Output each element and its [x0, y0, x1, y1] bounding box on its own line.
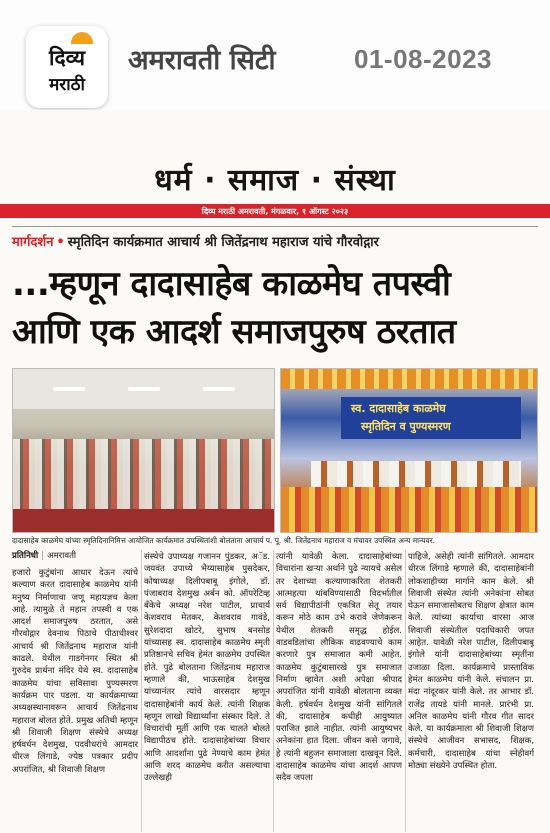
headline-line1: ...म्हणून दादासाहेब काळमेघ तपस्वी: [12, 264, 451, 304]
app-header: [0, 0, 550, 110]
kicker-text: स्मृतिदिन कार्यक्रमात आचार्य श्री जितेंद्रनाथ महाराज यांचे गौरवोद्गार: [67, 235, 379, 250]
column-divider: [141, 550, 142, 832]
photo-stage-flowers: [281, 487, 538, 533]
article-byline: [12, 550, 76, 561]
section-title: धर्म · समाज · संस्था: [154, 163, 396, 198]
headline-line2: आणि एक आदर्श समाजपुरुष ठरतात: [12, 312, 456, 352]
column-divider: [405, 550, 406, 832]
sun-icon: [71, 32, 93, 44]
edition-title: अमरावती सिटी: [128, 45, 276, 76]
byline-place: अमरावती: [47, 551, 77, 561]
article-kicker: [12, 232, 538, 254]
byline-separator: |: [41, 551, 45, 561]
logo-line1: दिव्य: [49, 46, 85, 70]
divider: [12, 226, 538, 227]
light-icon: [203, 387, 235, 391]
column-divider: [273, 550, 274, 832]
article-column-4: पाहिजे, असेही त्यांनी सांगितले. आमदार धीरज लिंगाडे म्हणाले की, दादासाहेबांनी लोकशाहीच्या मार्गाने काम केले. श्री शिवाजी संस्थेत त्यांनी अनेकांना सोबत घेऊन समाजासोबतच शिक्षण क्षेत्रात काम केले. त्यांच्या कार्याचा वारसा आज शिवाजी संस्थेतील पदाधिकारी जपत आहेत. यावेळी नरेश पाटील, दिलीपबाबू इंगोले यांनी दादासाहेबांच्या स्मृतींना उजाळा दिला. कार्यक्रमाचे प्रास्ताविक हेमंत काळमेघ यांनी केले. संचालन प्रा. मंदा नांदूरकर यांनी केले. तर आभार डॉ. राजेंद्र तायडे यांनी मानले. प्रारंभी प्रा. अनिल काळमेघ यांनी गौरव गीत सादर केले. या कार्यक्रमाला श्री शिवाजी शिक्षण संस्थेचे आजीवन सभासद, शिक्षक, कर्मचारी, दादासाहेब यांचा स्नेहीवर्ग मोठ्या संख्येने उपस्थित होता.: [408, 552, 534, 772]
photo-garland: [281, 369, 538, 389]
article-column-2: संस्थेचे उपाध्यक्ष गजानन पुंडकर, अॅड. जयवंत उपाध्ये भैय्यासाहेब पुसदेकर, कोषाध्यक्ष दिलीपबाबू इंगोले, डॉ. पंजाबराव देशमुख अर्बन को. ऑपरेटिव्ह बँकेचे अध्यक्ष नरेश पाटील, प्राचार्य केशवराव मेतकर, केशवराव गावंडे, सुरेशदादा खोटरे, सुभाष बनसोड यांच्यासह स्व. दादासाहेब काळमेघ स्मृती प्रतिष्ठानचे सचिव हेमंत काळमेघ उपस्थित होते. पुढे बोलताना जितेंद्रनाथ महाराज म्हणाले की, भाऊसाहेब देशमुख यांच्यानंतर त्यांचे वारसदार म्हणून दादासाहेबांनी कार्य केले. त्यांनी शिक्षक म्हणून लाखो विद्यार्थ्यांना संस्कार दिले. ते विचारांची मूर्ती आणि एक चालते बोलते विद्यापीठच होते. दादासाहेबांच्या विचार आणि आदर्शांना पुढे नेण्याचे काम हेमंत आणि शरद काळमेघ करीत असल्याचा उल्लेखही: [144, 552, 270, 784]
article-headline: [12, 260, 542, 356]
byline-label: प्रतिनिधी: [12, 551, 39, 561]
article-column-3: त्यांनी यावेळी केला. दादासाहेबांच्या विचारांना खऱ्या अर्थाने पुढे न्यायचे असेल तर देशाच्या कल्याणाकरिता शेतकरी आत्महत्या थांबविण्यासाठी विदर्भातील सर्व विद्यापीठांनी एकत्रित सेतू तयार करून मोठे काम उभे करावे जेणेकरून येथील शेतकरी समृद्ध होईल. वाडवडिलांचा लौकिक वाढवण्याचे काम करणारे पुत्र समाजात कमी आहेत. काळमेघ कुटुंबासारखे पुत्र समाजात निर्माण व्हावेत अशी अपेक्षा श्रीपाद अपरांजित यांनी यावेळी बोलताना व्यक्त केली. हर्षवर्धन देशमुख यांनी सांगितले की, दादासाहेब कधीही आयुष्यात पराजित झाले नाहीत. त्यांनी आयुष्यभर अनेकांना हात दिला. जीवन कसे जगावे, हे त्यांनी बहुजन समाजाला दाखवून दिले. दादासाहेब काळमेघ यांचा आदर्श आपण सदैव जपला: [276, 552, 402, 784]
banner-text-1: स्व. दादासाहेब काळमेघ: [351, 402, 446, 415]
photo-carpet: [13, 509, 275, 533]
logo-line2: मराठी: [49, 75, 85, 95]
event-audience-photo: [12, 368, 275, 533]
folio-line: दिव्य मराठी अमरावती, मंगळवार, १ ऑगस्ट २०२३: [201, 207, 349, 216]
edition-date: 01-08-2023: [354, 44, 492, 74]
article-column-1: हजारो कुटुंबांना आधार देऊन त्यांचे कल्याण करत दादासाहेब काळमेघ यांनी मनुष्य निर्माणाचा जणू महायज्ञच केला आहे. त्यामुळे ते महान तपस्वी व एक आदर्श समाजपुरुष ठरतात, असे गौरवोद्गार देवनाथ पिठाचे पीठाधीश्वर आचार्य श्री जितेंद्रनाथ महाराज यांनी काढले. येथील गाडगेनगर स्थित श्री गुरुदेव प्रार्थना मंदिर येथे स्व. दादासाहेब काळमेघ यांचा सविसावा पुण्यस्मरण कार्यक्रम पार पडला. या कार्यक्रमाच्या अध्यक्षस्थानावरून आचार्य जितेंद्रनाथ महाराज बोलत होते. प्रमुख अतिथी म्हणून श्री शिवाजी शिक्षण संस्थेचे अध्यक्ष हर्षवर्धन देशमुख, पदवीधरांचे आमदार धीरज लिंगाडे, ज्येष्ठ पत्रकार प्रदीप अपरांजित, श्री शिवाजी शिक्षण: [12, 568, 138, 775]
banner-text-2: स्मृतिदिन व पुण्यस्मरण: [361, 420, 451, 433]
kicker-label: मार्गदर्शन: [12, 235, 54, 250]
epaper-page[interactable]: [0, 110, 550, 833]
divya-marathi-logo[interactable]: [26, 26, 108, 108]
photo-caption: दादासाहेब काळमेघ यांच्या स्मृतिदिनानिमित्त आयोजित कार्यक्रमात उपस्थितांशी बोलताना आचार्य प. पू. श्री. जितेंद्रनाथ महाराज व मंचावर उपस्थित अन्य मान्यवर.: [12, 536, 435, 545]
light-icon: [128, 387, 160, 391]
light-icon: [53, 387, 85, 391]
photo-guests: [311, 461, 521, 489]
kicker-separator: •: [56, 235, 65, 250]
event-stage-photo: [280, 368, 538, 533]
